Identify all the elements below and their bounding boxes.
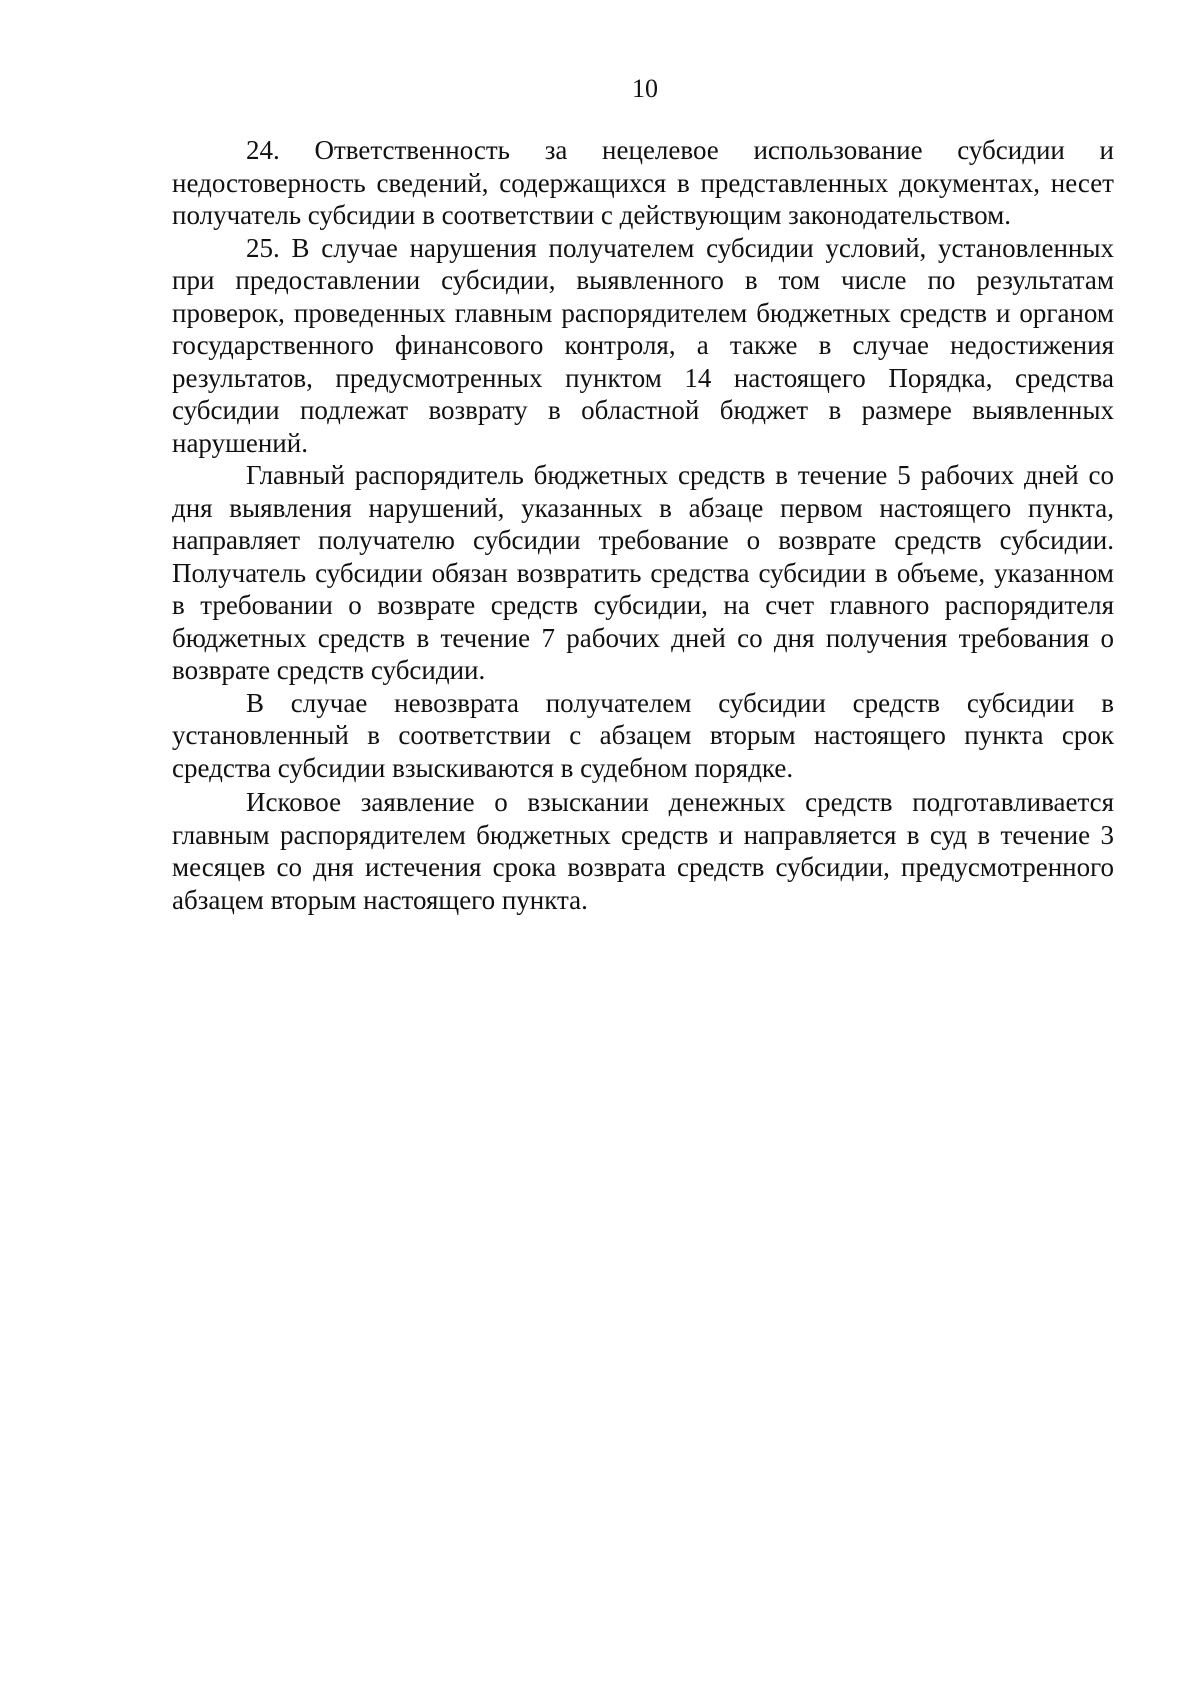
paragraph-25-claim: Исковое заявление о взыскании денежных средств подготавливается главным распорядителем бюджетных средств и направляется в суд в течение 3 месяцев со дня истечения срока возврата средств субсидии, предусмотренного абзацем вторым настоящего пункта. [172, 787, 1114, 915]
document-body [172, 134, 1114, 916]
page-number: 10 [632, 74, 658, 103]
paragraph-25-return-requirement: Главный распорядитель бюджетных средств в течение 5 рабочих дней со дня выявления нарушений, указанных в абзаце первом настоящего пункта, направляет получателю субсидии требование о возврате средств субсидии. Получатель субсидии обязан возвратить средства субсидии в объеме, указанном в требовании о возврате средств субсидии, на счет главного распорядителя бюджетных средств в течение 7 рабочих дней со дня получения требования о возврате средств субсидии. [172, 460, 1114, 685]
paragraph-25-non-return: В случае невозврата получателем субсидии средств субсидии в установленный в соответствии с абзацем вторым настоящего пункта срок средства субсидии взыскиваются в судебном порядке. [172, 687, 1114, 783]
paragraph-24: 24. Ответственность за нецелевое использование субсидии и недостоверность сведений, содержащихся в представленных документах, несет получатель субсидии в соответствии с действующим законодательством. [172, 135, 1114, 230]
paragraph-25: 25. В случае нарушения получателем субсидии условий, установленных при предоставлении субсидии, выявленного в том числе по результатам проверок, проведенных главным распорядителем бюджетных средств и органом государственного финансового контроля, а также в случае недостижения результатов, предусмотренных пунктом 14 настоящего Порядка, средства субсидии подлежат возврату в областной бюджет в размере выявленных нарушений. [172, 232, 1114, 458]
